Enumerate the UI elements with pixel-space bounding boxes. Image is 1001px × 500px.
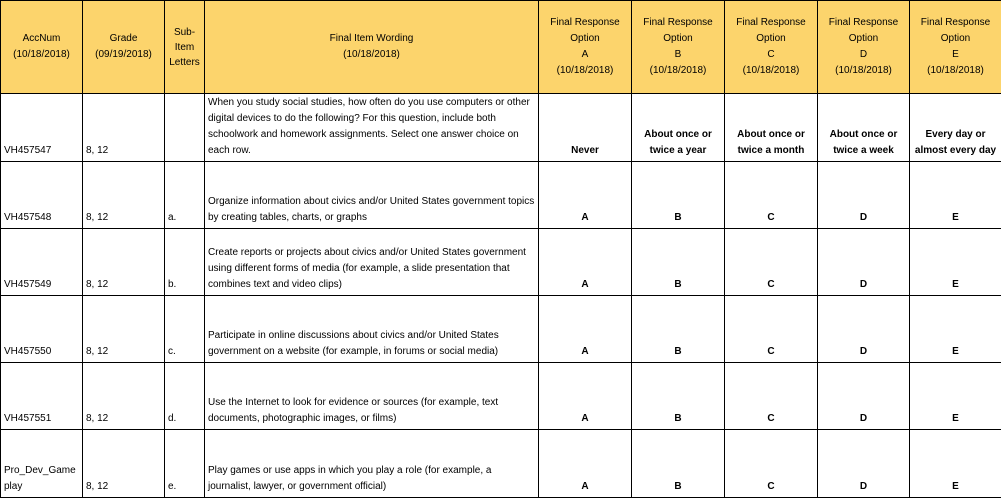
subitem-cell: a. [165,162,205,229]
option-e-cell: E [910,296,1001,363]
grade-cell: 8, 12 [83,430,165,498]
header-option-e: Final Response Option E (10/18/2018) [910,1,1001,94]
option-d-cell: D [818,296,910,363]
wording-cell: Use the Internet to look for evidence or sources (for example, text documents, photographic images, or films) [205,363,539,430]
header-option-a: Final Response Option A (10/18/2018) [539,1,632,94]
option-a-cell: A [539,229,632,296]
option-c-cell: About once or twice a month [725,94,818,162]
option-d-cell: About once or twice a week [818,94,910,162]
table-row [1,162,1001,229]
option-a-cell: A [539,430,632,498]
grade-cell: 8, 12 [83,363,165,430]
option-e-cell: E [910,363,1001,430]
header-wording: Final Item Wording (10/18/2018) [205,1,539,94]
accnum-cell: VH457547 [1,94,83,162]
option-c-cell: C [725,363,818,430]
option-a-cell: Never [539,94,632,162]
accnum-cell: VH457549 [1,229,83,296]
accnum-cell: VH457550 [1,296,83,363]
option-a-cell: A [539,363,632,430]
wording-cell: Participate in online discussions about civics and/or United States government on a website (for example, in forums or social media) [205,296,539,363]
option-d-cell: D [818,430,910,498]
header-subitem: Sub- Item Letters [165,1,205,94]
option-d-cell: D [818,162,910,229]
option-b-cell: B [632,363,725,430]
grade-cell: 8, 12 [83,94,165,162]
option-c-cell: C [725,162,818,229]
option-e-cell: E [910,430,1001,498]
header-option-c: Final Response Option C (10/18/2018) [725,1,818,94]
grade-cell: 8, 12 [83,162,165,229]
table-row [1,296,1001,363]
option-c-cell: C [725,296,818,363]
subitem-cell: e. [165,430,205,498]
subitem-cell: d. [165,363,205,430]
option-c-cell: C [725,430,818,498]
wording-cell: When you study social studies, how often do you use computers or other digital devices to do the following? For this question, include both schoolwork and homework assignments. Select one answer choice on each row. [205,94,539,162]
subitem-cell: c. [165,296,205,363]
subitem-cell [165,94,205,162]
option-b-cell: About once or twice a year [632,94,725,162]
header-row [1,1,1001,94]
accnum-cell: VH457551 [1,363,83,430]
header-option-b: Final Response Option B (10/18/2018) [632,1,725,94]
header-option-d: Final Response Option D (10/18/2018) [818,1,910,94]
option-b-cell: B [632,430,725,498]
option-b-cell: B [632,229,725,296]
option-a-cell: A [539,296,632,363]
header-grade: Grade (09/19/2018) [83,1,165,94]
option-d-cell: D [818,229,910,296]
option-e-cell: E [910,229,1001,296]
subitem-cell: b. [165,229,205,296]
wording-cell: Organize information about civics and/or United States government topics by creating tables, charts, or graphs [205,162,539,229]
accnum-cell: VH457548 [1,162,83,229]
table-row [1,94,1001,162]
option-d-cell: D [818,363,910,430]
option-e-cell: Every day or almost every day [910,94,1001,162]
table-row [1,229,1001,296]
option-e-cell: E [910,162,1001,229]
accnum-cell: Pro_Dev_Game play [1,430,83,498]
wording-cell: Create reports or projects about civics and/or United States government using different forms of media (for example, a slide presentation that combines text and video clips) [205,229,539,296]
grade-cell: 8, 12 [83,296,165,363]
table-row [1,363,1001,430]
option-c-cell: C [725,229,818,296]
option-b-cell: B [632,296,725,363]
grade-cell: 8, 12 [83,229,165,296]
option-b-cell: B [632,162,725,229]
option-a-cell: A [539,162,632,229]
wording-cell: Play games or use apps in which you play a role (for example, a journalist, lawyer, or government official) [205,430,539,498]
header-accnum: AccNum (10/18/2018) [1,1,83,94]
table-row [1,430,1001,498]
